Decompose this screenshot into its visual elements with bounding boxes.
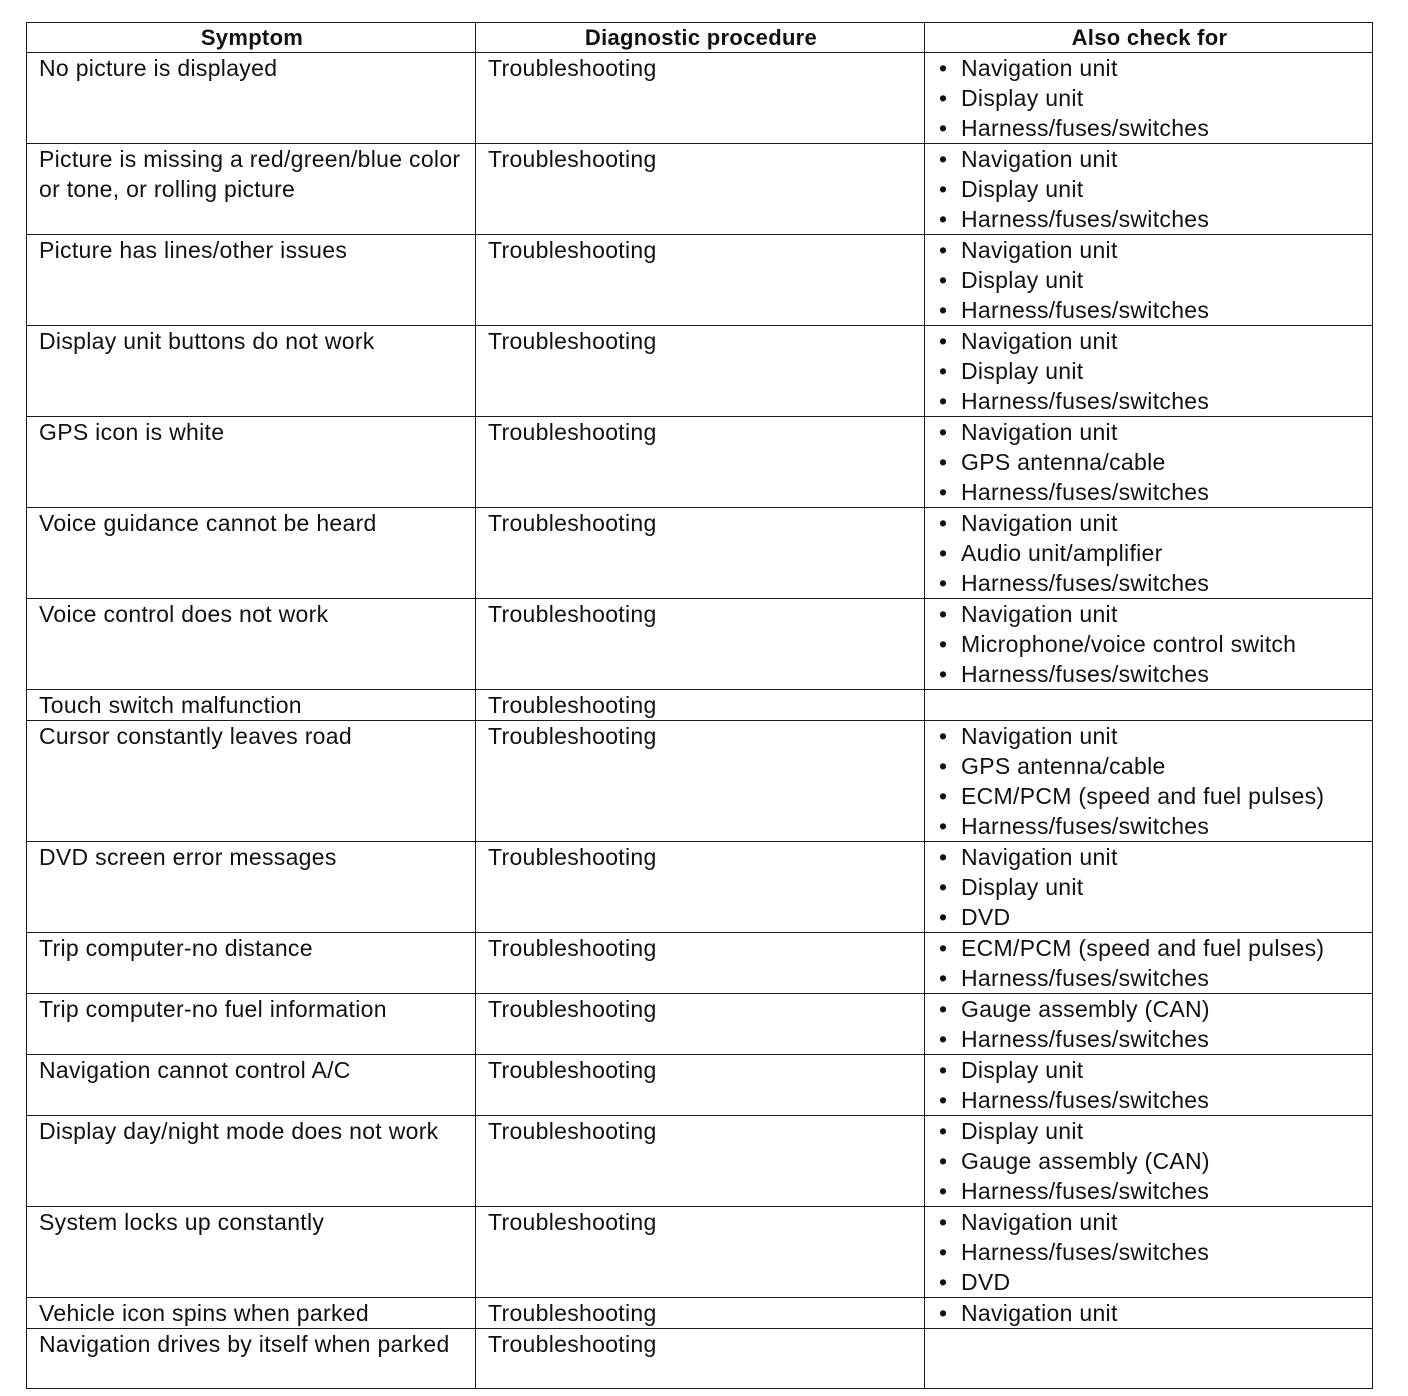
- also-check-cell: [925, 417, 1373, 508]
- also-check-cell: [925, 1116, 1373, 1207]
- also-check-cell: [925, 1298, 1373, 1329]
- symptom-cell: Voice control does not work: [27, 599, 476, 690]
- check-item: • Harness/fuses/switches: [939, 204, 1362, 234]
- procedure-cell: Troubleshooting: [476, 235, 925, 326]
- also-check-cell: [925, 599, 1373, 690]
- header-symptom: Symptom: [27, 23, 476, 53]
- check-list: [939, 144, 1362, 234]
- check-list: [939, 53, 1362, 143]
- procedure-cell: Troubleshooting: [476, 326, 925, 417]
- procedure-cell: Troubleshooting: [476, 842, 925, 933]
- check-item: • Harness/fuses/switches: [939, 1237, 1362, 1267]
- check-item: • Navigation unit: [939, 326, 1362, 356]
- check-item: • Harness/fuses/switches: [939, 963, 1362, 993]
- check-list: [939, 1298, 1362, 1328]
- symptom-cell: Trip computer-no fuel information: [27, 994, 476, 1055]
- table-body: [27, 53, 1373, 1389]
- check-item: • Display unit: [939, 1116, 1362, 1146]
- header-row: [27, 23, 1373, 53]
- symptom-cell: Display unit buttons do not work: [27, 326, 476, 417]
- symptom-cell: Picture has lines/other issues: [27, 235, 476, 326]
- symptom-cell: Vehicle icon spins when parked: [27, 1298, 476, 1329]
- symptom-cell: Display day/night mode does not work: [27, 1116, 476, 1207]
- procedure-cell: Troubleshooting: [476, 53, 925, 144]
- check-item: • Microphone/voice control switch: [939, 629, 1362, 659]
- check-item: • GPS antenna/cable: [939, 447, 1362, 477]
- check-item: • Harness/fuses/switches: [939, 386, 1362, 416]
- also-check-cell: [925, 326, 1373, 417]
- check-item: • Harness/fuses/switches: [939, 659, 1362, 689]
- also-check-cell: [925, 1329, 1373, 1389]
- check-item: • Harness/fuses/switches: [939, 1085, 1362, 1115]
- also-check-cell: [925, 235, 1373, 326]
- check-list: [939, 1055, 1362, 1115]
- symptom-cell: GPS icon is white: [27, 417, 476, 508]
- check-item: • Display unit: [939, 356, 1362, 386]
- procedure-cell: Troubleshooting: [476, 144, 925, 235]
- check-list: [939, 1207, 1362, 1297]
- check-item: • ECM/PCM (speed and fuel pulses): [939, 933, 1362, 963]
- procedure-cell: Troubleshooting: [476, 508, 925, 599]
- table-row: [27, 1116, 1373, 1207]
- table-row: [27, 1329, 1373, 1389]
- table-row: [27, 721, 1373, 842]
- table-row: [27, 144, 1373, 235]
- procedure-cell: Troubleshooting: [476, 417, 925, 508]
- check-list: [939, 508, 1362, 598]
- check-item: • Navigation unit: [939, 508, 1362, 538]
- check-item: • Display unit: [939, 265, 1362, 295]
- check-list: [939, 417, 1362, 507]
- also-check-cell: [925, 53, 1373, 144]
- also-check-cell: [925, 933, 1373, 994]
- check-item: • Navigation unit: [939, 417, 1362, 447]
- check-item: • DVD: [939, 902, 1362, 932]
- procedure-cell: Troubleshooting: [476, 1207, 925, 1298]
- table-row: [27, 235, 1373, 326]
- check-item: • Gauge assembly (CAN): [939, 994, 1362, 1024]
- table-row: [27, 690, 1373, 721]
- symptom-cell: DVD screen error messages: [27, 842, 476, 933]
- check-item: • Harness/fuses/switches: [939, 1024, 1362, 1054]
- procedure-cell: Troubleshooting: [476, 1116, 925, 1207]
- check-item: • Audio unit/amplifier: [939, 538, 1362, 568]
- check-list: [939, 1116, 1362, 1206]
- procedure-cell: Troubleshooting: [476, 690, 925, 721]
- check-item: • Navigation unit: [939, 1207, 1362, 1237]
- procedure-cell: Troubleshooting: [476, 994, 925, 1055]
- table-row: [27, 933, 1373, 994]
- check-item: • Navigation unit: [939, 235, 1362, 265]
- check-item: • DVD: [939, 1267, 1362, 1297]
- header-diagnostic-procedure: Diagnostic procedure: [476, 23, 925, 53]
- check-item: • Harness/fuses/switches: [939, 568, 1362, 598]
- procedure-cell: Troubleshooting: [476, 599, 925, 690]
- check-list: [939, 994, 1362, 1054]
- table-row: [27, 994, 1373, 1055]
- check-item: • Navigation unit: [939, 721, 1362, 751]
- check-item: • Harness/fuses/switches: [939, 113, 1362, 143]
- also-check-cell: [925, 690, 1373, 721]
- check-item: • Harness/fuses/switches: [939, 811, 1362, 841]
- symptom-cell: Trip computer-no distance: [27, 933, 476, 994]
- procedure-cell: Troubleshooting: [476, 1055, 925, 1116]
- procedure-cell: Troubleshooting: [476, 1298, 925, 1329]
- check-item: • Display unit: [939, 872, 1362, 902]
- table-row: [27, 53, 1373, 144]
- check-item: • Harness/fuses/switches: [939, 1176, 1362, 1206]
- check-list: [939, 599, 1362, 689]
- symptom-cell: Touch switch malfunction: [27, 690, 476, 721]
- check-item: • Navigation unit: [939, 144, 1362, 174]
- check-item: • Gauge assembly (CAN): [939, 1146, 1362, 1176]
- also-check-cell: [925, 1055, 1373, 1116]
- check-item: • Navigation unit: [939, 599, 1362, 629]
- symptom-cell: Navigation drives by itself when parked: [27, 1329, 476, 1389]
- check-item: • Harness/fuses/switches: [939, 295, 1362, 325]
- procedure-cell: Troubleshooting: [476, 1329, 925, 1389]
- table-row: [27, 1207, 1373, 1298]
- table-row: [27, 842, 1373, 933]
- check-list: [939, 326, 1362, 416]
- also-check-cell: [925, 842, 1373, 933]
- procedure-cell: Troubleshooting: [476, 933, 925, 994]
- check-list: [939, 842, 1362, 932]
- also-check-cell: [925, 994, 1373, 1055]
- check-list: [939, 721, 1362, 841]
- check-item: • Navigation unit: [939, 1298, 1362, 1328]
- check-item: • Navigation unit: [939, 53, 1362, 83]
- procedure-cell: Troubleshooting: [476, 721, 925, 842]
- table-row: [27, 1055, 1373, 1116]
- check-item: • GPS antenna/cable: [939, 751, 1362, 781]
- symptom-cell: Navigation cannot control A/C: [27, 1055, 476, 1116]
- check-list: [939, 933, 1362, 993]
- table-row: [27, 326, 1373, 417]
- header-also-check-for: Also check for: [925, 23, 1373, 53]
- check-item: • ECM/PCM (speed and fuel pulses): [939, 781, 1362, 811]
- symptom-cell: Picture is missing a red/green/blue color or tone, or rolling picture: [27, 144, 476, 235]
- symptom-cell: Voice guidance cannot be heard: [27, 508, 476, 599]
- check-item: • Navigation unit: [939, 842, 1362, 872]
- table-row: [27, 1298, 1373, 1329]
- also-check-cell: [925, 144, 1373, 235]
- symptom-cell: No picture is displayed: [27, 53, 476, 144]
- check-item: • Display unit: [939, 174, 1362, 204]
- check-list: [939, 235, 1362, 325]
- troubleshooting-table: [26, 22, 1373, 1389]
- table-header: [27, 23, 1373, 53]
- table-row: [27, 508, 1373, 599]
- also-check-cell: [925, 508, 1373, 599]
- table-row: [27, 599, 1373, 690]
- check-item: • Harness/fuses/switches: [939, 477, 1362, 507]
- also-check-cell: [925, 1207, 1373, 1298]
- check-item: • Display unit: [939, 83, 1362, 113]
- symptom-cell: System locks up constantly: [27, 1207, 476, 1298]
- table-row: [27, 417, 1373, 508]
- symptom-cell: Cursor constantly leaves road: [27, 721, 476, 842]
- check-item: • Display unit: [939, 1055, 1362, 1085]
- also-check-cell: [925, 721, 1373, 842]
